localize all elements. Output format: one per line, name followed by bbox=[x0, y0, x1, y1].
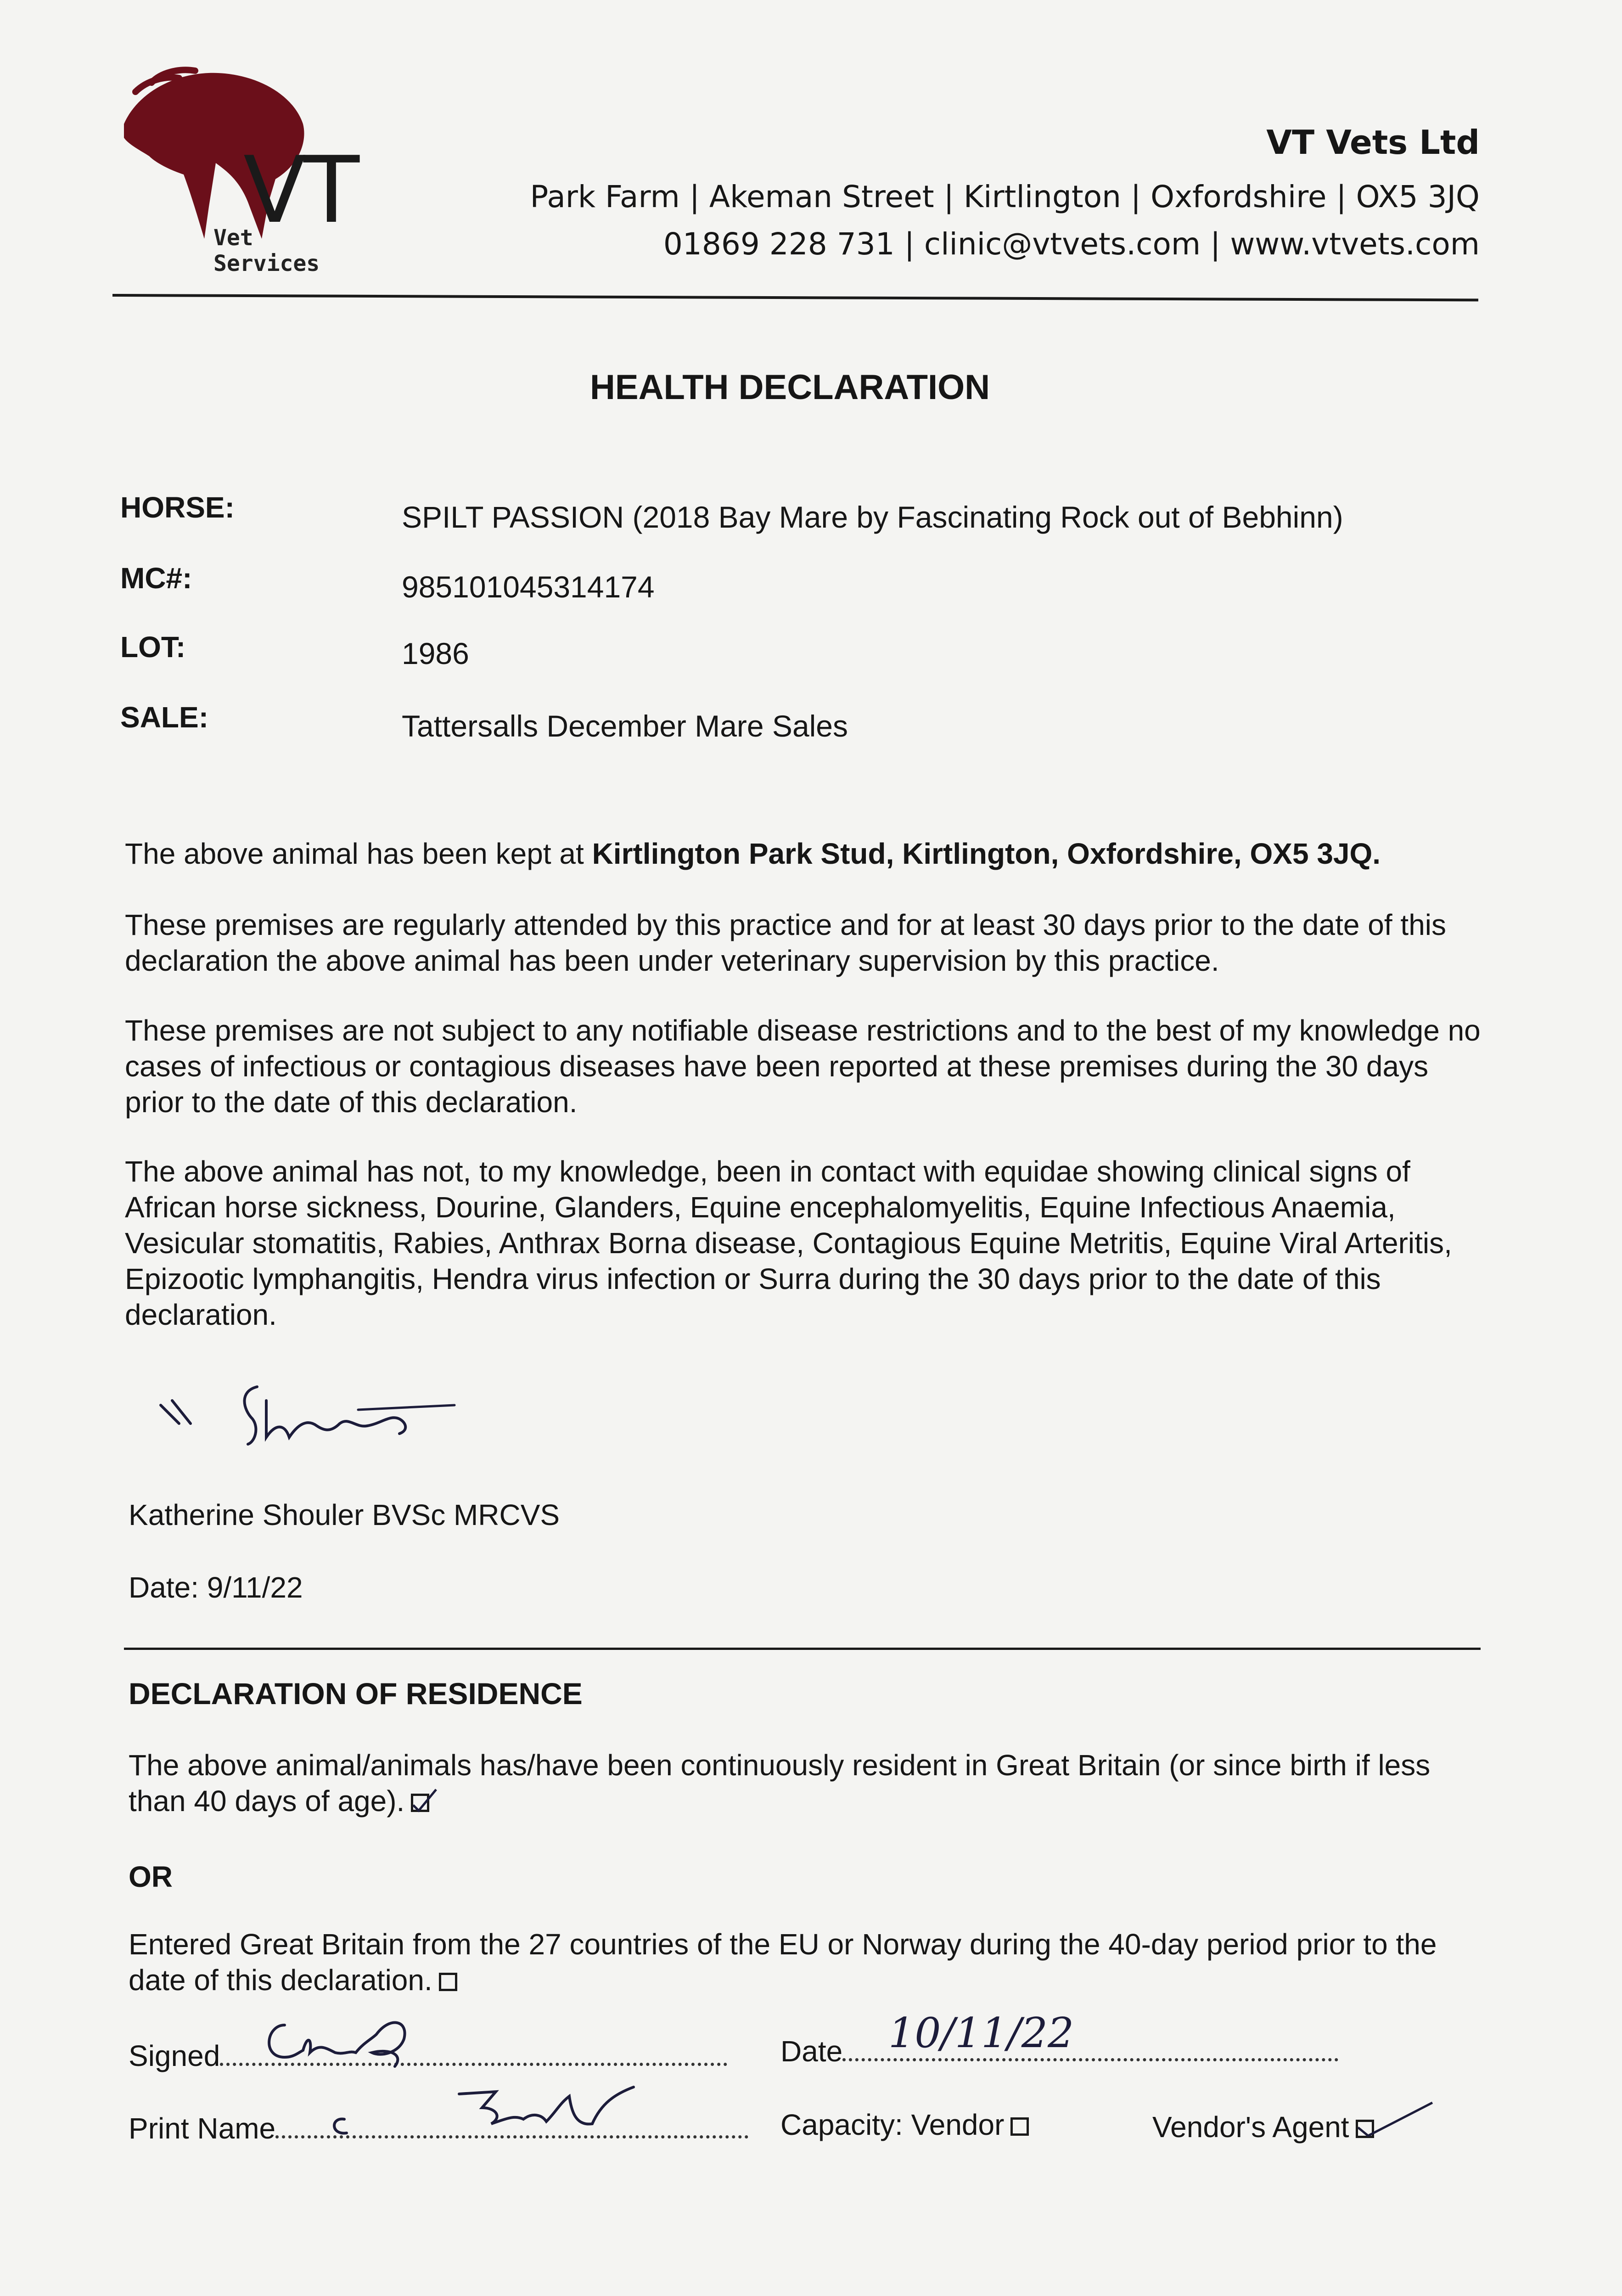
company-address: Park Farm | Akeman Street | Kirtlington | Oxfordshire | OX5 3JQ bbox=[530, 179, 1480, 214]
signed-field[interactable]: Signed bbox=[129, 2039, 727, 2073]
resident-checkbox[interactable] bbox=[411, 1794, 429, 1812]
section-divider bbox=[124, 1648, 1481, 1650]
company-contact: 01869 228 731 | clinic@vtvets.com | www.vtvets.com bbox=[663, 226, 1480, 262]
disease-restrictions-paragraph: These premises are not subject to any notifiable disease restrictions and to the best of my knowledge no cases of infectious or contagious diseases have been reported at these premises during the 30 days prior to the date of this declaration. bbox=[125, 1014, 1481, 1119]
vendor-signature-mark bbox=[257, 2007, 450, 2076]
print-name-handwriting bbox=[321, 2076, 643, 2144]
vet-name: Katherine Shouler BVSc MRCVS bbox=[129, 1498, 560, 1531]
vet-signature-date: Date: 9/11/22 bbox=[129, 1571, 303, 1604]
residence-option-1: The above animal/animals has/have been continuously resident in Great Britain (or since birth if less than 40 days of age). bbox=[129, 1749, 1431, 1818]
logo-subtitle: Vet Services bbox=[213, 225, 320, 276]
premises-paragraph: The above animal has been kept at Kirtlington Park Stud, Kirtlington, Oxfordshire, OX5 3JQ. bbox=[125, 837, 1381, 870]
sale-label: SALE: bbox=[120, 701, 208, 734]
logo-letters: VT bbox=[243, 137, 357, 244]
contact-diseases-paragraph: The above animal has not, to my knowledge, been in contact with equidae showing clinical signs of African horse sickness, Dourine, Glanders, Equine encephalomyelitis, Equine Infectious Anaemia, Vesicular stomatitis, Rabies, Anthrax Borna disease, Contagious Equine Metritis, Equine Viral Arteritis, Epizootic lymphangitis, Hendra virus infection or Surra during the 30 days prior to the date of this declaration. bbox=[125, 1155, 1452, 1331]
company-name: VT Vets Ltd bbox=[1266, 123, 1480, 162]
vendor-agent-checkbox[interactable] bbox=[1356, 2120, 1374, 2138]
page-title: HEALTH DECLARATION bbox=[590, 368, 990, 407]
check-mark-icon bbox=[1354, 2100, 1437, 2141]
residence-title: DECLARATION OF RESIDENCE bbox=[129, 1677, 583, 1711]
vendor-checkbox[interactable] bbox=[1010, 2117, 1029, 2136]
handwritten-date: 10/11/22 bbox=[888, 2009, 1074, 2057]
sale-value: Tattersalls December Mare Sales bbox=[402, 709, 848, 743]
entered-gb-checkbox[interactable] bbox=[439, 1973, 457, 1991]
lot-label: LOT: bbox=[120, 630, 186, 664]
horse-label: HORSE: bbox=[120, 491, 235, 524]
horse-value: SPILT PASSION (2018 Bay Mare by Fascinating Rock out of Bebhinn) bbox=[402, 500, 1343, 534]
capacity-vendor-agent: Vendor's Agent bbox=[1152, 2110, 1374, 2144]
vet-signature-mark bbox=[152, 1373, 482, 1465]
or-separator: OR bbox=[129, 1860, 173, 1893]
header-divider bbox=[112, 294, 1478, 301]
vt-logo bbox=[110, 64, 367, 276]
lot-value: 1986 bbox=[402, 636, 469, 670]
supervision-paragraph: These premises are regularly attended by this practice and for at least 30 days prior to the date of this declaration the above animal has been under veterinary supervision by this practice. bbox=[125, 908, 1446, 977]
capacity-vendor: Capacity: Vendor bbox=[780, 2108, 1029, 2142]
mc-value: 985101045314174 bbox=[402, 570, 655, 604]
check-mark-icon bbox=[410, 1787, 438, 1814]
print-name-field[interactable]: Print Name bbox=[129, 2111, 748, 2145]
residence-option-2: Entered Great Britain from the 27 countries of the EU or Norway during the 40-day period prior to the date of this declaration. bbox=[129, 1928, 1437, 1997]
mc-label: MC#: bbox=[120, 562, 192, 595]
date-field[interactable]: Date bbox=[780, 2034, 1338, 2068]
